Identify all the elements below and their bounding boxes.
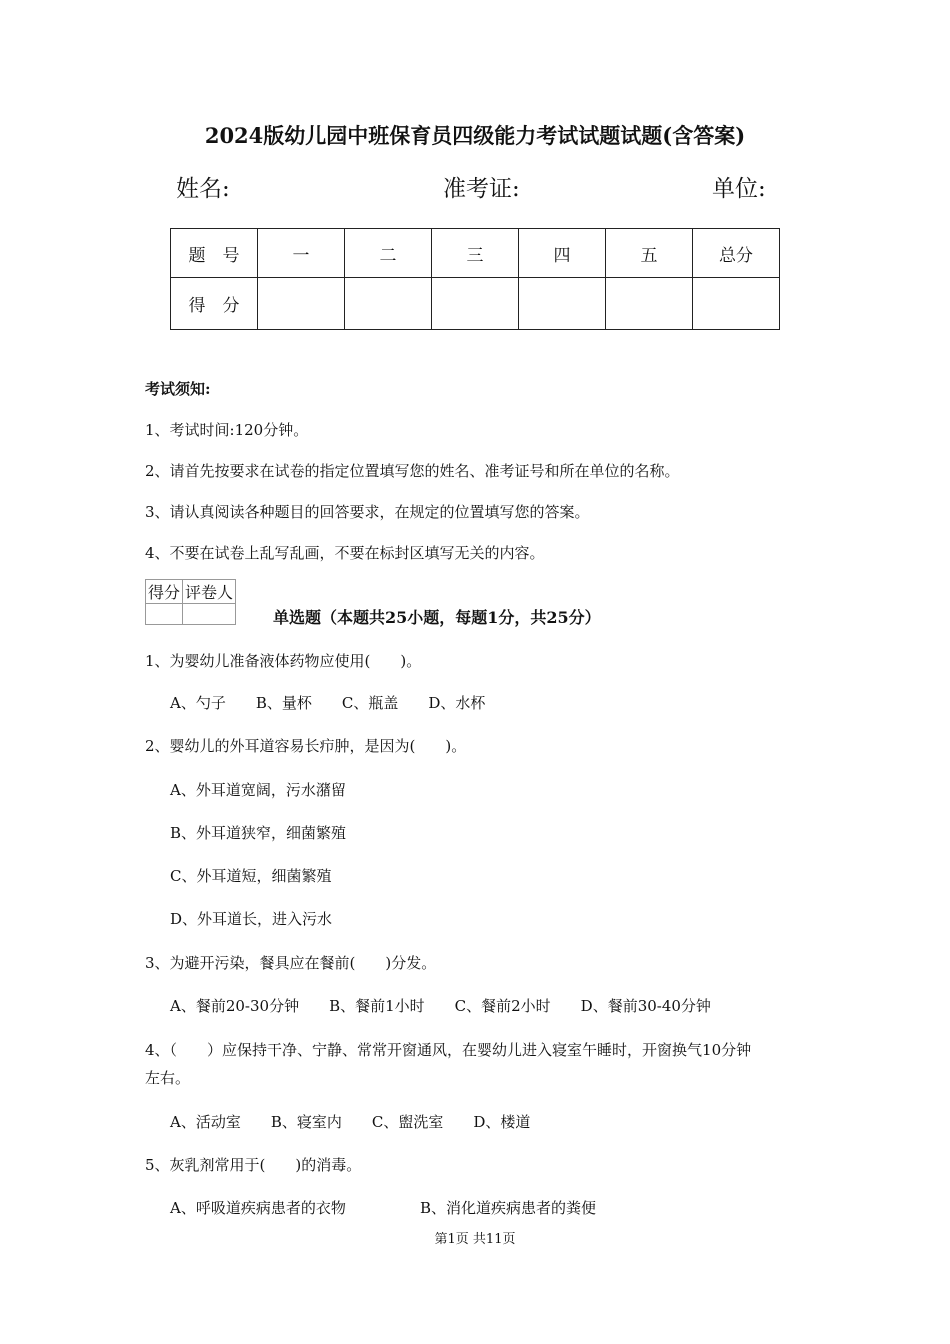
score-header-cell: 四 xyxy=(519,229,606,278)
question-option: B、消化道疾病患者的粪便 xyxy=(420,1199,597,1217)
score-header-cell: 一 xyxy=(258,229,345,278)
question-stem: 5、灰乳剂常用于( )的消毒。 xyxy=(145,1156,362,1174)
question-stem-continued: 左右。 xyxy=(145,1069,191,1087)
question-option: A、呼吸道疾病患者的衣物 xyxy=(170,1199,346,1217)
score-header-cell: 五 xyxy=(606,229,693,278)
grader-score-label: 得分 xyxy=(146,580,183,604)
question-option: B、外耳道狭窄，细菌繁殖 xyxy=(170,824,347,842)
grader-reviewer-label: 评卷人 xyxy=(183,580,236,604)
grader-reviewer-cell xyxy=(183,604,236,625)
question-options: A、勺子 B、量杯 C、瓶盖 D、水杯 xyxy=(170,694,486,712)
grader-score-cell xyxy=(146,604,183,625)
score-cell xyxy=(258,278,345,330)
page-title: 2024版幼儿园中班保育员四级能力考试试题试题(含答案) xyxy=(204,123,746,148)
notice-title: 考试须知: xyxy=(145,380,211,398)
score-cell xyxy=(345,278,432,330)
score-table-header-row xyxy=(171,229,780,278)
score-header-cell: 三 xyxy=(432,229,519,278)
question-stem: 1、为婴幼儿准备液体药物应使用( )。 xyxy=(145,652,422,670)
notice-item: 2、请首先按要求在试卷的指定位置填写您的姓名、准考证号和所在单位的名称。 xyxy=(145,462,680,480)
question-option: D、外耳道长，进入污水 xyxy=(170,910,333,928)
score-table-score-row xyxy=(171,278,780,330)
section-title: 单选题（本题共25小题，每题1分，共25分） xyxy=(273,608,601,627)
score-cell xyxy=(606,278,693,330)
question-options: A、活动室 B、寝室内 C、盥洗室 D、楼道 xyxy=(170,1113,531,1131)
score-cell xyxy=(693,278,780,330)
question-option: A、外耳道宽阔，污水潴留 xyxy=(170,781,346,799)
name-field-label: 姓名: xyxy=(176,176,230,202)
score-header-cell: 总分 xyxy=(693,229,780,278)
notice-item: 3、请认真阅读各种题目的回答要求，在规定的位置填写您的答案。 xyxy=(145,503,590,521)
score-header-cell: 二 xyxy=(345,229,432,278)
question-options: A、餐前20-30分钟 B、餐前1小时 C、餐前2小时 D、餐前30-40分钟 xyxy=(170,997,711,1015)
page-footer: 第1页 共11页 xyxy=(434,1232,516,1247)
exam-id-field-label: 准考证: xyxy=(443,176,520,202)
score-table xyxy=(170,228,780,330)
question-stem: 3、为避开污染，餐具应在餐前( )分发。 xyxy=(145,954,437,972)
question-option: C、外耳道短，细菌繁殖 xyxy=(170,867,332,885)
question-stem: 2、婴幼儿的外耳道容易长疖肿，是因为( )。 xyxy=(145,737,467,755)
notice-item: 4、不要在试卷上乱写乱画，不要在标封区填写无关的内容。 xyxy=(145,544,545,562)
score-row-label: 得 分 xyxy=(171,278,258,330)
grader-box xyxy=(145,579,236,625)
question-stem: 4、（ ）应保持干净、宁静、常常开窗通风，在婴幼儿进入寝室午睡时，开窗换气10分钟 xyxy=(145,1041,752,1059)
score-cell xyxy=(519,278,606,330)
unit-field-label: 单位: xyxy=(712,176,766,202)
notice-item: 1、考试时间:120分钟。 xyxy=(145,421,309,439)
score-cell xyxy=(432,278,519,330)
score-header-cell: 题 号 xyxy=(171,229,258,278)
